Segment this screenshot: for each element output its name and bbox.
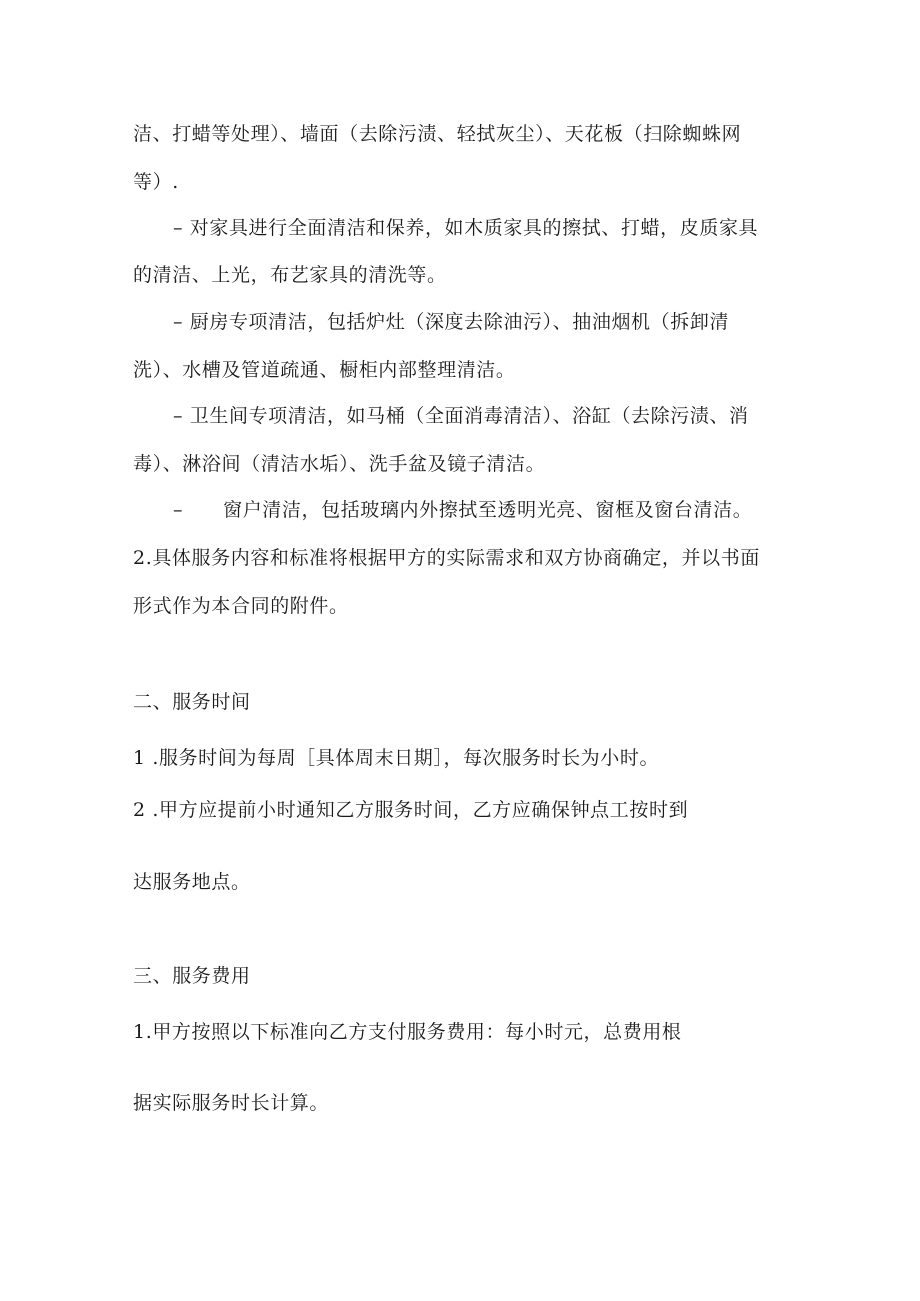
list-dash: – [173, 499, 184, 521]
paragraph-line: 洗）、水槽及管道疏通、橱柜内部整理清洁。 [133, 359, 516, 381]
paragraph-line: 据实际服务时长计算。 [133, 1092, 330, 1114]
list-item-kitchen: – 厨房专项清洁，包括炉灶（深度去除油污）、抽油烟机（拆卸清 [173, 311, 730, 333]
paragraph-line: 达服务地点。 [133, 871, 251, 893]
paragraph-line: 毒）、淋浴间（清洁水垢）、洗手盆及镜子清洁。 [133, 453, 546, 475]
paragraph-line: 2.具体服务内容和标准将根据甲方的实际需求和双方协商确定，并以书面 [133, 547, 760, 569]
numbered-item: 1 .服务时间为每周［具体周末日期］，每次服务时长为小时。 [133, 747, 660, 769]
paragraph-line: 洁、打蜡等处理）、墙面（去除污渍、轻拭灰尘）、天花板（扫除蜘蛛网 [133, 123, 742, 145]
list-item-windows [173, 498, 752, 522]
list-item-furniture: – 对家具进行全面清洁和保养，如木质家具的擦拭、打蜡，皮质家具 [173, 217, 759, 239]
section-heading-service-fee: 三、服务费用 [133, 965, 251, 987]
list-item-bathroom: – 卫生间专项清洁，如马桶（全面消毒清洁）、浴缸（去除污渍、消 [173, 405, 749, 427]
paragraph-line: 等）. [133, 171, 179, 193]
paragraph-line: 形式作为本合同的附件。 [133, 595, 349, 617]
paragraph-line: 的清洁、上光，布艺家具的清洗等。 [133, 264, 447, 286]
list-item-text: 窗户清洁，包括玻璃内外擦拭至透明光亮、窗框及窗台清洁。 [223, 499, 753, 521]
section-heading-service-time: 二、服务时间 [133, 691, 251, 713]
numbered-item: 2 .甲方应提前小时通知乙方服务时间，乙方应确保钟点工按时到 [133, 799, 689, 821]
numbered-item: 1.甲方按照以下标准向乙方支付服务费用：每小时元，总费用根 [133, 1021, 682, 1043]
